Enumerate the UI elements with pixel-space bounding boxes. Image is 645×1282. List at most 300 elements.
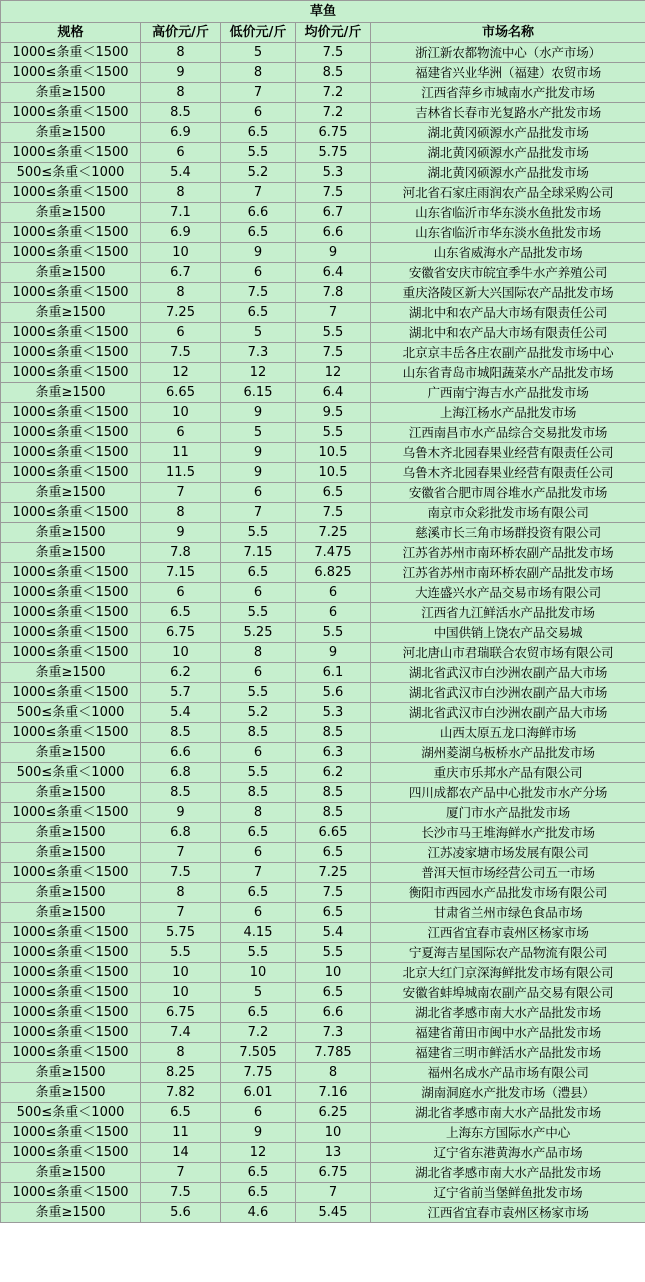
cell-spec: 1000≤条重＜1500 xyxy=(1,503,141,523)
cell-avg-price: 7.3 xyxy=(296,1023,371,1043)
header-low-price: 低价元/斤 xyxy=(221,23,296,43)
cell-spec: 1000≤条重＜1500 xyxy=(1,863,141,883)
cell-high-price: 8 xyxy=(141,83,221,103)
cell-high-price: 10 xyxy=(141,243,221,263)
cell-avg-price: 13 xyxy=(296,1143,371,1163)
cell-market-name: 湖北省武汉市白沙洲农副产品大市场 xyxy=(371,703,645,723)
cell-avg-price: 5.3 xyxy=(296,163,371,183)
cell-high-price: 8 xyxy=(141,883,221,903)
table-row xyxy=(1,363,645,383)
cell-spec: 条重≥1500 xyxy=(1,383,141,403)
cell-low-price: 5 xyxy=(221,323,296,343)
table-row xyxy=(1,403,645,423)
cell-high-price: 6.7 xyxy=(141,263,221,283)
cell-high-price: 10 xyxy=(141,643,221,663)
cell-market-name: 浙江新农都物流中心（水产市场） xyxy=(371,43,645,63)
cell-avg-price: 6.2 xyxy=(296,763,371,783)
cell-low-price: 5.5 xyxy=(221,683,296,703)
cell-avg-price: 7.2 xyxy=(296,103,371,123)
cell-low-price: 10 xyxy=(221,963,296,983)
cell-avg-price: 6.5 xyxy=(296,903,371,923)
cell-high-price: 7.82 xyxy=(141,1083,221,1103)
cell-low-price: 6.5 xyxy=(221,123,296,143)
cell-spec: 1000≤条重＜1500 xyxy=(1,223,141,243)
cell-spec: 条重≥1500 xyxy=(1,903,141,923)
cell-market-name: 重庆洛陵区新大兴国际农产品批发市场 xyxy=(371,283,645,303)
table-row xyxy=(1,683,645,703)
cell-avg-price: 6 xyxy=(296,603,371,623)
cell-market-name: 四川成都农产品中心批发市水产分场 xyxy=(371,783,645,803)
cell-low-price: 6.5 xyxy=(221,303,296,323)
cell-spec: 条重≥1500 xyxy=(1,843,141,863)
cell-high-price: 5.4 xyxy=(141,703,221,723)
cell-high-price: 5.6 xyxy=(141,1203,221,1223)
cell-avg-price: 10.5 xyxy=(296,463,371,483)
cell-spec: 1000≤条重＜1500 xyxy=(1,983,141,1003)
table-row xyxy=(1,1103,645,1123)
table-row xyxy=(1,223,645,243)
cell-spec: 条重≥1500 xyxy=(1,543,141,563)
cell-low-price: 6.5 xyxy=(221,563,296,583)
table-row xyxy=(1,943,645,963)
cell-spec: 条重≥1500 xyxy=(1,303,141,323)
cell-market-name: 吉林省长春市光复路水产批发市场 xyxy=(371,103,645,123)
cell-low-price: 6 xyxy=(221,483,296,503)
cell-high-price: 11.5 xyxy=(141,463,221,483)
cell-avg-price: 5.3 xyxy=(296,703,371,723)
cell-spec: 1000≤条重＜1500 xyxy=(1,643,141,663)
cell-high-price: 8 xyxy=(141,183,221,203)
cell-high-price: 8 xyxy=(141,283,221,303)
cell-market-name: 厦门市水产品批发市场 xyxy=(371,803,645,823)
cell-low-price: 8 xyxy=(221,63,296,83)
cell-spec: 条重≥1500 xyxy=(1,883,141,903)
cell-market-name: 山西太原五龙口海鲜市场 xyxy=(371,723,645,743)
cell-low-price: 5 xyxy=(221,983,296,1003)
cell-market-name: 湖北省武汉市白沙洲农副产品大市场 xyxy=(371,663,645,683)
cell-spec: 1000≤条重＜1500 xyxy=(1,363,141,383)
cell-market-name: 江西省九江鲜活水产品批发市场 xyxy=(371,603,645,623)
cell-market-name: 湖北黄冈硕源水产品批发市场 xyxy=(371,123,645,143)
cell-low-price: 6.5 xyxy=(221,883,296,903)
cell-avg-price: 6.7 xyxy=(296,203,371,223)
cell-market-name: 河北唐山市君瑞联合农贸市场有限公司 xyxy=(371,643,645,663)
cell-low-price: 4.6 xyxy=(221,1203,296,1223)
cell-avg-price: 12 xyxy=(296,363,371,383)
cell-low-price: 6 xyxy=(221,663,296,683)
cell-low-price: 7 xyxy=(221,83,296,103)
table-row xyxy=(1,203,645,223)
header-spec: 规格 xyxy=(1,23,141,43)
cell-spec: 500≤条重＜1000 xyxy=(1,703,141,723)
table-row xyxy=(1,43,645,63)
cell-spec: 1000≤条重＜1500 xyxy=(1,943,141,963)
cell-spec: 1000≤条重＜1500 xyxy=(1,403,141,423)
cell-market-name: 江西省萍乡市城南水产批发市场 xyxy=(371,83,645,103)
cell-market-name: 山东省青岛市城阳蔬菜水产品批发市场 xyxy=(371,363,645,383)
table-title: 草鱼 xyxy=(1,1,645,23)
cell-market-name: 湖北省孝感市南大水产品批发市场 xyxy=(371,1003,645,1023)
cell-market-name: 湖北黄冈硕源水产品批发市场 xyxy=(371,143,645,163)
table-row xyxy=(1,643,645,663)
cell-high-price: 8 xyxy=(141,503,221,523)
table-row xyxy=(1,543,645,563)
cell-low-price: 8 xyxy=(221,803,296,823)
cell-spec: 1000≤条重＜1500 xyxy=(1,183,141,203)
table-row xyxy=(1,763,645,783)
cell-low-price: 7 xyxy=(221,863,296,883)
cell-market-name: 河北省石家庄雨润农产品全球采购公司 xyxy=(371,183,645,203)
table-row xyxy=(1,1023,645,1043)
cell-spec: 500≤条重＜1000 xyxy=(1,163,141,183)
cell-market-name: 山东省威海水产品批发市场 xyxy=(371,243,645,263)
cell-spec: 1000≤条重＜1500 xyxy=(1,43,141,63)
cell-market-name: 衡阳市西园水产品批发市场有限公司 xyxy=(371,883,645,903)
cell-spec: 条重≥1500 xyxy=(1,483,141,503)
cell-low-price: 6.6 xyxy=(221,203,296,223)
cell-high-price: 7.25 xyxy=(141,303,221,323)
cell-spec: 条重≥1500 xyxy=(1,1063,141,1083)
cell-low-price: 5.2 xyxy=(221,703,296,723)
table-row xyxy=(1,723,645,743)
cell-low-price: 9 xyxy=(221,243,296,263)
table-row xyxy=(1,143,645,163)
cell-low-price: 7.3 xyxy=(221,343,296,363)
cell-low-price: 12 xyxy=(221,363,296,383)
cell-avg-price: 6.1 xyxy=(296,663,371,683)
cell-market-name: 辽宁省东港黄海水产品市场 xyxy=(371,1143,645,1163)
cell-market-name: 安徽省蚌埠城南农副产品交易有限公司 xyxy=(371,983,645,1003)
cell-market-name: 湖北省孝感市南大水产品批发市场 xyxy=(371,1103,645,1123)
table-row xyxy=(1,343,645,363)
cell-high-price: 8.25 xyxy=(141,1063,221,1083)
cell-spec: 1000≤条重＜1500 xyxy=(1,243,141,263)
cell-high-price: 6.5 xyxy=(141,1103,221,1123)
cell-spec: 条重≥1500 xyxy=(1,1203,141,1223)
cell-low-price: 7.15 xyxy=(221,543,296,563)
cell-avg-price: 10 xyxy=(296,1123,371,1143)
cell-market-name: 湖北省武汉市白沙洲农副产品大市场 xyxy=(371,683,645,703)
cell-high-price: 5.7 xyxy=(141,683,221,703)
cell-low-price: 5.5 xyxy=(221,523,296,543)
cell-spec: 条重≥1500 xyxy=(1,263,141,283)
cell-high-price: 5.75 xyxy=(141,923,221,943)
cell-high-price: 5.5 xyxy=(141,943,221,963)
cell-avg-price: 6.825 xyxy=(296,563,371,583)
cell-avg-price: 6 xyxy=(296,583,371,603)
cell-market-name: 南京市众彩批发市场有限公司 xyxy=(371,503,645,523)
cell-low-price: 9 xyxy=(221,463,296,483)
cell-market-name: 大连盛兴水产品交易市场有限公司 xyxy=(371,583,645,603)
table-row xyxy=(1,323,645,343)
cell-low-price: 6.5 xyxy=(221,1163,296,1183)
cell-high-price: 9 xyxy=(141,803,221,823)
table-row xyxy=(1,663,645,683)
cell-low-price: 7.505 xyxy=(221,1043,296,1063)
cell-spec: 1000≤条重＜1500 xyxy=(1,723,141,743)
cell-spec: 1000≤条重＜1500 xyxy=(1,103,141,123)
cell-market-name: 安徽省安庆市皖宜季牛水产养殖公司 xyxy=(371,263,645,283)
cell-market-name: 福建省兴业华洲（福建）农贸市场 xyxy=(371,63,645,83)
table-row xyxy=(1,523,645,543)
cell-low-price: 8.5 xyxy=(221,723,296,743)
cell-market-name: 乌鲁木齐北园春果业经营有限责任公司 xyxy=(371,463,645,483)
cell-spec: 1000≤条重＜1500 xyxy=(1,443,141,463)
cell-spec: 1000≤条重＜1500 xyxy=(1,143,141,163)
cell-high-price: 6.9 xyxy=(141,223,221,243)
cell-low-price: 6 xyxy=(221,263,296,283)
cell-low-price: 6 xyxy=(221,843,296,863)
table-row xyxy=(1,263,645,283)
cell-spec: 500≤条重＜1000 xyxy=(1,763,141,783)
cell-low-price: 6 xyxy=(221,1103,296,1123)
cell-avg-price: 8 xyxy=(296,1063,371,1083)
cell-high-price: 10 xyxy=(141,403,221,423)
cell-market-name: 重庆市乐邦水产品有限公司 xyxy=(371,763,645,783)
cell-low-price: 5.5 xyxy=(221,943,296,963)
cell-avg-price: 7 xyxy=(296,303,371,323)
cell-spec: 条重≥1500 xyxy=(1,743,141,763)
header-row xyxy=(1,23,645,43)
cell-avg-price: 5.5 xyxy=(296,623,371,643)
cell-spec: 1000≤条重＜1500 xyxy=(1,283,141,303)
cell-low-price: 8 xyxy=(221,643,296,663)
cell-market-name: 慈溪市长三角市场群投资有限公司 xyxy=(371,523,645,543)
cell-high-price: 7 xyxy=(141,1163,221,1183)
table-row xyxy=(1,743,645,763)
cell-low-price: 9 xyxy=(221,1123,296,1143)
cell-low-price: 4.15 xyxy=(221,923,296,943)
cell-high-price: 7.1 xyxy=(141,203,221,223)
cell-market-name: 湖州菱湖乌板桥水产品批发市场 xyxy=(371,743,645,763)
cell-spec: 条重≥1500 xyxy=(1,83,141,103)
cell-market-name: 江苏凌家塘市场发展有限公司 xyxy=(371,843,645,863)
cell-market-name: 安徽省合肥市周谷堆水产品批发市场 xyxy=(371,483,645,503)
cell-high-price: 7 xyxy=(141,843,221,863)
cell-high-price: 9 xyxy=(141,523,221,543)
table-row xyxy=(1,503,645,523)
table-row xyxy=(1,623,645,643)
cell-spec: 条重≥1500 xyxy=(1,203,141,223)
cell-avg-price: 7.785 xyxy=(296,1043,371,1063)
cell-spec: 1000≤条重＜1500 xyxy=(1,1003,141,1023)
cell-spec: 1000≤条重＜1500 xyxy=(1,1043,141,1063)
table-row xyxy=(1,703,645,723)
cell-high-price: 8 xyxy=(141,1043,221,1063)
cell-avg-price: 5.45 xyxy=(296,1203,371,1223)
table-row xyxy=(1,1063,645,1083)
cell-high-price: 7.8 xyxy=(141,543,221,563)
cell-spec: 1000≤条重＜1500 xyxy=(1,1023,141,1043)
cell-low-price: 7 xyxy=(221,183,296,203)
cell-high-price: 6.65 xyxy=(141,383,221,403)
cell-low-price: 6.15 xyxy=(221,383,296,403)
cell-avg-price: 5.5 xyxy=(296,423,371,443)
cell-market-name: 福州名成水产品市场有限公司 xyxy=(371,1063,645,1083)
table-row xyxy=(1,883,645,903)
cell-low-price: 8.5 xyxy=(221,783,296,803)
cell-spec: 1000≤条重＜1500 xyxy=(1,923,141,943)
cell-market-name: 湖南洞庭水产批发市场（澧县） xyxy=(371,1083,645,1103)
table-row xyxy=(1,863,645,883)
cell-avg-price: 6.75 xyxy=(296,1163,371,1183)
table-row xyxy=(1,383,645,403)
cell-market-name: 北京京丰岳各庄农副产品批发市场中心 xyxy=(371,343,645,363)
cell-market-name: 山东省临沂市华东淡水鱼批发市场 xyxy=(371,203,645,223)
cell-high-price: 6.8 xyxy=(141,763,221,783)
cell-avg-price: 6.5 xyxy=(296,983,371,1003)
table-row xyxy=(1,1163,645,1183)
cell-spec: 1000≤条重＜1500 xyxy=(1,1123,141,1143)
cell-spec: 1000≤条重＜1500 xyxy=(1,583,141,603)
cell-avg-price: 6.5 xyxy=(296,843,371,863)
cell-market-name: 上海东方国际水产中心 xyxy=(371,1123,645,1143)
cell-market-name: 福建省莆田市闽中水产品批发市场 xyxy=(371,1023,645,1043)
cell-low-price: 5.5 xyxy=(221,763,296,783)
cell-spec: 1000≤条重＜1500 xyxy=(1,603,141,623)
table-row xyxy=(1,823,645,843)
cell-low-price: 6.5 xyxy=(221,823,296,843)
table-row xyxy=(1,1003,645,1023)
cell-spec: 条重≥1500 xyxy=(1,1163,141,1183)
cell-low-price: 5 xyxy=(221,423,296,443)
cell-avg-price: 6.6 xyxy=(296,1003,371,1023)
header-market-name: 市场名称 xyxy=(371,23,645,43)
cell-high-price: 8.5 xyxy=(141,783,221,803)
cell-market-name: 普洱天恒市场经营公司五一市场 xyxy=(371,863,645,883)
cell-avg-price: 7 xyxy=(296,1183,371,1203)
cell-spec: 1000≤条重＜1500 xyxy=(1,63,141,83)
cell-market-name: 江苏省苏州市南环桥农副产品批发市场 xyxy=(371,543,645,563)
cell-avg-price: 8.5 xyxy=(296,783,371,803)
cell-market-name: 乌鲁木齐北园春果业经营有限责任公司 xyxy=(371,443,645,463)
cell-low-price: 7.5 xyxy=(221,283,296,303)
cell-high-price: 7 xyxy=(141,903,221,923)
cell-spec: 条重≥1500 xyxy=(1,663,141,683)
cell-high-price: 6.75 xyxy=(141,623,221,643)
cell-high-price: 6.6 xyxy=(141,743,221,763)
cell-market-name: 湖北中和农产品大市场有限责任公司 xyxy=(371,303,645,323)
cell-avg-price: 5.5 xyxy=(296,323,371,343)
cell-spec: 1000≤条重＜1500 xyxy=(1,563,141,583)
cell-avg-price: 6.6 xyxy=(296,223,371,243)
cell-spec: 1000≤条重＜1500 xyxy=(1,1143,141,1163)
cell-low-price: 6.01 xyxy=(221,1083,296,1103)
cell-low-price: 6 xyxy=(221,583,296,603)
table-row xyxy=(1,463,645,483)
cell-avg-price: 7.16 xyxy=(296,1083,371,1103)
cell-market-name: 江西南昌市水产品综合交易批发市场 xyxy=(371,423,645,443)
table-row xyxy=(1,483,645,503)
table-row xyxy=(1,563,645,583)
table-row xyxy=(1,1203,645,1223)
cell-market-name: 湖北黄冈硕源水产品批发市场 xyxy=(371,163,645,183)
cell-avg-price: 6.25 xyxy=(296,1103,371,1123)
cell-avg-price: 9.5 xyxy=(296,403,371,423)
cell-avg-price: 8.5 xyxy=(296,63,371,83)
cell-avg-price: 7.25 xyxy=(296,863,371,883)
cell-market-name: 长沙市马王堆海鲜水产批发市场 xyxy=(371,823,645,843)
table-row xyxy=(1,123,645,143)
cell-high-price: 6 xyxy=(141,143,221,163)
table-row xyxy=(1,1083,645,1103)
table-row xyxy=(1,983,645,1003)
cell-high-price: 6 xyxy=(141,423,221,443)
cell-low-price: 7.75 xyxy=(221,1063,296,1083)
cell-spec: 1000≤条重＜1500 xyxy=(1,463,141,483)
cell-spec: 1000≤条重＜1500 xyxy=(1,343,141,363)
cell-avg-price: 5.6 xyxy=(296,683,371,703)
cell-spec: 条重≥1500 xyxy=(1,823,141,843)
cell-high-price: 5.4 xyxy=(141,163,221,183)
cell-avg-price: 5.5 xyxy=(296,943,371,963)
cell-avg-price: 7.475 xyxy=(296,543,371,563)
table-row xyxy=(1,903,645,923)
cell-low-price: 6.5 xyxy=(221,1183,296,1203)
table-row xyxy=(1,843,645,863)
cell-spec: 1000≤条重＜1500 xyxy=(1,1183,141,1203)
cell-high-price: 8.5 xyxy=(141,103,221,123)
cell-spec: 500≤条重＜1000 xyxy=(1,1103,141,1123)
cell-high-price: 8.5 xyxy=(141,723,221,743)
cell-spec: 1000≤条重＜1500 xyxy=(1,803,141,823)
cell-avg-price: 6.3 xyxy=(296,743,371,763)
cell-low-price: 6 xyxy=(221,743,296,763)
cell-avg-price: 7.8 xyxy=(296,283,371,303)
cell-low-price: 6 xyxy=(221,903,296,923)
table-row xyxy=(1,283,645,303)
table-row xyxy=(1,303,645,323)
table-row xyxy=(1,243,645,263)
cell-spec: 1000≤条重＜1500 xyxy=(1,423,141,443)
cell-spec: 条重≥1500 xyxy=(1,123,141,143)
cell-avg-price: 10.5 xyxy=(296,443,371,463)
cell-low-price: 5.2 xyxy=(221,163,296,183)
cell-high-price: 6.2 xyxy=(141,663,221,683)
cell-avg-price: 7.25 xyxy=(296,523,371,543)
table-row xyxy=(1,103,645,123)
cell-market-name: 北京大红门京深海鲜批发市场有限公司 xyxy=(371,963,645,983)
table-row xyxy=(1,583,645,603)
cell-high-price: 11 xyxy=(141,443,221,463)
cell-market-name: 宁夏海吉星国际农产品物流有限公司 xyxy=(371,943,645,963)
table-row xyxy=(1,1043,645,1063)
cell-low-price: 5.5 xyxy=(221,603,296,623)
cell-avg-price: 10 xyxy=(296,963,371,983)
table-row xyxy=(1,423,645,443)
cell-avg-price: 5.4 xyxy=(296,923,371,943)
cell-avg-price: 8.5 xyxy=(296,723,371,743)
cell-high-price: 7.15 xyxy=(141,563,221,583)
cell-low-price: 5.5 xyxy=(221,143,296,163)
cell-avg-price: 7.5 xyxy=(296,43,371,63)
cell-avg-price: 6.5 xyxy=(296,483,371,503)
cell-low-price: 6.5 xyxy=(221,1003,296,1023)
cell-spec: 1000≤条重＜1500 xyxy=(1,963,141,983)
table-row xyxy=(1,183,645,203)
cell-market-name: 江苏省苏州市南环桥农副产品批发市场 xyxy=(371,563,645,583)
cell-market-name: 福建省三明市鲜活水产品批发市场 xyxy=(371,1043,645,1063)
cell-spec: 条重≥1500 xyxy=(1,783,141,803)
cell-avg-price: 6.65 xyxy=(296,823,371,843)
cell-avg-price: 6.4 xyxy=(296,383,371,403)
cell-high-price: 7 xyxy=(141,483,221,503)
cell-high-price: 11 xyxy=(141,1123,221,1143)
cell-high-price: 7.4 xyxy=(141,1023,221,1043)
table-row xyxy=(1,963,645,983)
cell-avg-price: 9 xyxy=(296,643,371,663)
table-row xyxy=(1,603,645,623)
